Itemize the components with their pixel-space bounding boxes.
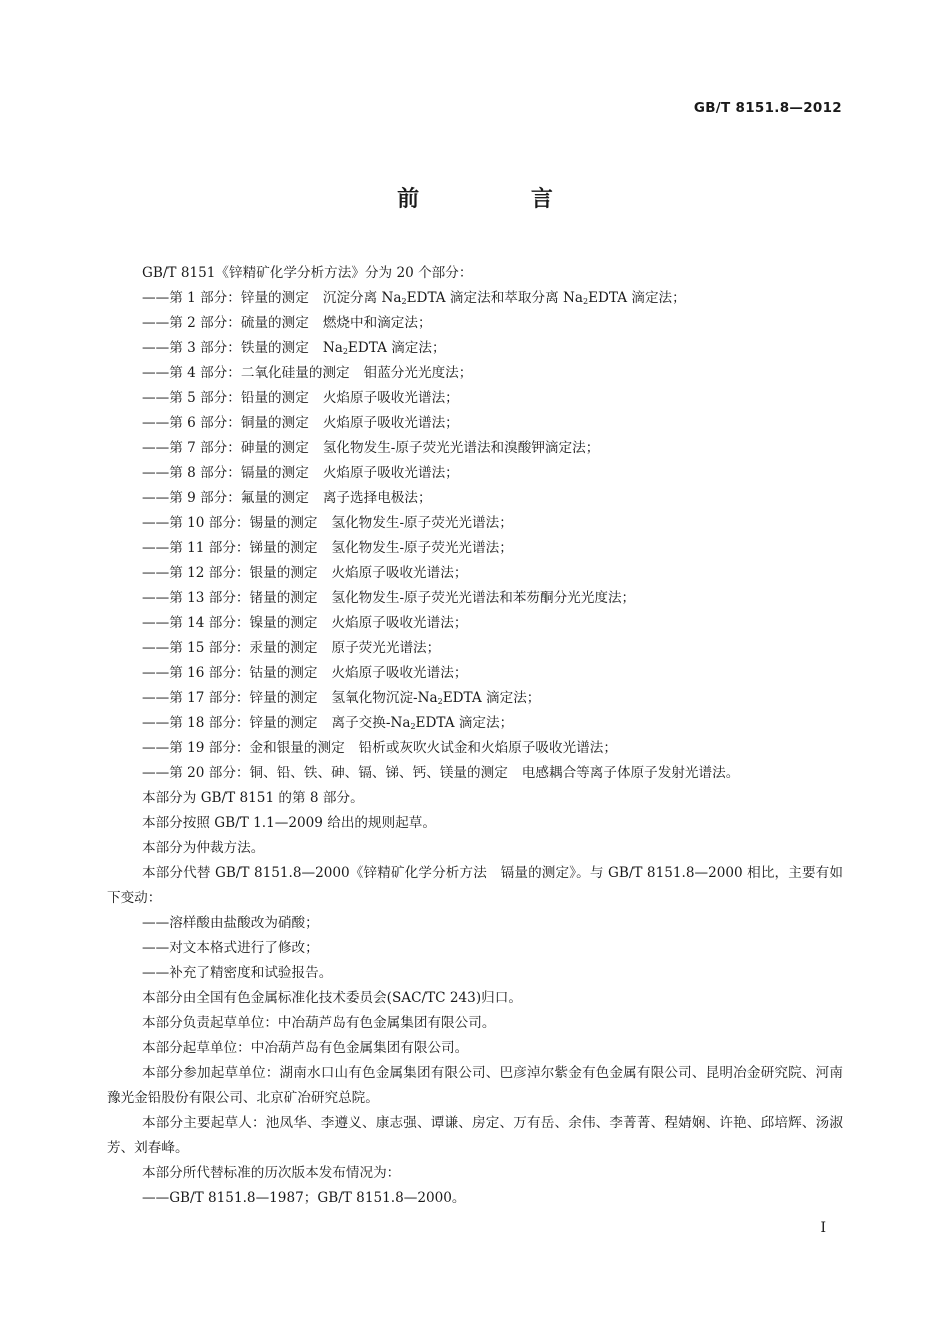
part-title: ——第 7 部分：砷量的测定: [142, 440, 309, 456]
part-title: ——第 11 部分：锑量的测定: [142, 540, 318, 556]
paragraph-rules: 本部分按照 GB/T 1.1—2009 给出的规则起草。: [142, 815, 436, 831]
change-item: ——对文本格式进行了修改；: [142, 940, 319, 956]
part-item: [107, 286, 843, 311]
subscript: 2: [342, 347, 348, 356]
part-method: [323, 490, 432, 506]
part-method: [331, 715, 513, 731]
paragraph-part8: 本部分为 GB/T 8151 的第 8 部分。: [142, 790, 364, 806]
part-item: [107, 336, 843, 361]
method-text: 火焰原子吸收光谱法；: [331, 615, 468, 631]
subscript: 2: [582, 297, 589, 306]
part-item: [107, 686, 843, 711]
paragraph-participants: 本部分参加起草单位：湖南水口山有色金属集团有限公司、巴彦淖尔紫金有色金属有限公司、昆明冶金研究院、河南豫光金铅股份有限公司、北京矿冶研究总院。: [107, 1065, 843, 1106]
part-method: [323, 440, 599, 456]
method-text: EDTA 滴定法；: [347, 340, 446, 356]
part-title: ——第 4 部分：二氧化硅量的测定: [142, 365, 350, 381]
part-item: [107, 536, 843, 561]
method-text: 离子交换-Na: [331, 715, 411, 731]
part-title: ——第 20 部分：铜、铅、铁、砷、镉、锑、钙、镁量的测定: [142, 765, 508, 781]
method-text: 火焰原子吸收光谱法；: [331, 565, 468, 581]
method-text: 氢化物发生-原子荧光光谱法；: [331, 540, 513, 556]
part-method: [323, 340, 446, 356]
part-title: ——第 1 部分：锌量的测定: [142, 290, 309, 306]
part-item: [107, 611, 843, 636]
change-item: ——补充了精密度和试验报告。: [142, 965, 333, 981]
part-title: ——第 17 部分：锌量的测定: [142, 690, 318, 706]
paragraph-arbitration: 本部分为仲裁方法。: [142, 840, 265, 856]
part-title: ——第 2 部分：硫量的测定: [142, 315, 309, 331]
paragraph-replace: 本部分代替 GB/T 8151.8—2000《锌精矿化学分析方法 镉量的测定》。与 GB/T 8151.8—2000 相比，主要有如下变动：: [107, 865, 843, 906]
method-text: EDTA 滴定法；: [588, 290, 686, 306]
part-item: [107, 411, 843, 436]
history-item: ——GB/T 8151.8—1987；GB/T 8151.8—2000。: [142, 1190, 466, 1206]
intro-paragraph: GB/T 8151《锌精矿化学分析方法》分为 20 个部分：: [142, 265, 473, 281]
part-item: [107, 461, 843, 486]
part-item: [107, 561, 843, 586]
page-title: 前 言: [397, 187, 605, 212]
part-title: ——第 18 部分：锌量的测定: [142, 715, 318, 731]
method-text: EDTA 滴定法；: [415, 715, 514, 731]
part-item: [107, 636, 843, 661]
part-title: ——第 5 部分：铅量的测定: [142, 390, 309, 406]
part-method: [331, 590, 635, 606]
paragraph-drafters: 本部分主要起草人：池凤华、李遵义、康志强、谭谦、房定、万有岳、余伟、李菁菁、程婧娴、许艳、邱培辉、汤淑芳、刘春峰。: [107, 1115, 843, 1156]
method-text: 氢化物发生-原子荧光光谱法和溴酸钾滴定法；: [322, 440, 600, 456]
page-number: I: [820, 1220, 826, 1236]
part-title: ——第 10 部分：锡量的测定: [142, 515, 318, 531]
part-method: [323, 415, 459, 431]
method-text: 沉淀分离 Na: [322, 290, 402, 306]
parts-list: [107, 286, 843, 786]
method-text: 钼蓝分光光度法；: [363, 365, 473, 381]
part-method: [323, 390, 459, 406]
paragraph-responsible: 本部分负责起草单位：中冶葫芦岛有色金属集团有限公司。: [142, 1015, 496, 1031]
part-title: ——第 19 部分：金和银量的测定: [142, 740, 345, 756]
method-text: 铅析或灰吹火试金和火焰原子吸收光谱法；: [358, 740, 617, 756]
method-text: 电感耦合等离子体原子发射光谱法。: [521, 765, 740, 781]
subscript: 2: [410, 722, 416, 731]
method-text: 火焰原子吸收光谱法；: [331, 665, 468, 681]
part-item: [107, 511, 843, 536]
part-item: [107, 736, 843, 761]
part-title: ——第 6 部分：铜量的测定: [142, 415, 309, 431]
method-text: 氢化物发生-原子荧光光谱法；: [331, 515, 513, 531]
paragraph-drafting-unit: 本部分起草单位：中冶葫芦岛有色金属集团有限公司。: [142, 1040, 469, 1056]
part-item: [107, 486, 843, 511]
standard-number: GB/T 8151.8—2012: [693, 100, 842, 116]
part-title: ——第 9 部分：氟量的测定: [142, 490, 309, 506]
part-method: [359, 740, 617, 756]
part-item: [107, 361, 843, 386]
part-title: ——第 13 部分：锗量的测定: [142, 590, 318, 606]
part-method: [331, 515, 512, 531]
method-text: 氢氧化物沉淀-Na: [331, 690, 438, 706]
part-method: [331, 640, 440, 656]
part-item: [107, 711, 843, 736]
part-title: ——第 12 部分：银量的测定: [142, 565, 318, 581]
part-method: [323, 465, 459, 481]
part-method: [331, 540, 512, 556]
method-text: 火焰原子吸收光谱法；: [322, 465, 459, 481]
part-method: [331, 665, 467, 681]
method-text: EDTA 滴定法和萃取分离 Na: [406, 290, 583, 306]
part-method: [331, 615, 467, 631]
method-text: 燃烧中和滴定法；: [322, 315, 432, 331]
method-text: Na: [322, 340, 343, 356]
method-text: 离子选择电极法；: [322, 490, 432, 506]
part-method: [522, 765, 740, 781]
paragraph-committee: 本部分由全国有色金属标准化技术委员会(SAC/TC 243)归口。: [142, 990, 522, 1006]
part-method: [323, 315, 432, 331]
subscript: 2: [437, 697, 443, 706]
part-item: [107, 311, 843, 336]
method-text: 火焰原子吸收光谱法；: [322, 390, 459, 406]
paragraph-history: 本部分所代替标准的历次版本发布情况为：: [142, 1165, 401, 1181]
part-item: [107, 586, 843, 611]
part-method: [323, 290, 686, 306]
part-item: [107, 436, 843, 461]
part-method: [331, 565, 467, 581]
method-text: EDTA 滴定法；: [442, 690, 541, 706]
change-item: ——溶样酸由盐酸改为硝酸；: [142, 915, 319, 931]
part-item: [107, 386, 843, 411]
part-title: ——第 14 部分：镍量的测定: [142, 615, 318, 631]
part-item: [107, 761, 843, 786]
document-body: [107, 261, 843, 1211]
part-method: [331, 690, 540, 706]
part-item: [107, 661, 843, 686]
part-title: ——第 3 部分：铁量的测定: [142, 340, 309, 356]
part-title: ——第 15 部分：汞量的测定: [142, 640, 318, 656]
part-method: [364, 365, 473, 381]
part-title: ——第 8 部分：镉量的测定: [142, 465, 309, 481]
part-title: ——第 16 部分：钴量的测定: [142, 665, 318, 681]
method-text: 氢化物发生-原子荧光光谱法和苯芴酮分光光度法；: [331, 590, 636, 606]
method-text: 火焰原子吸收光谱法；: [322, 415, 459, 431]
method-text: 原子荧光光谱法；: [331, 640, 441, 656]
subscript: 2: [401, 297, 407, 306]
